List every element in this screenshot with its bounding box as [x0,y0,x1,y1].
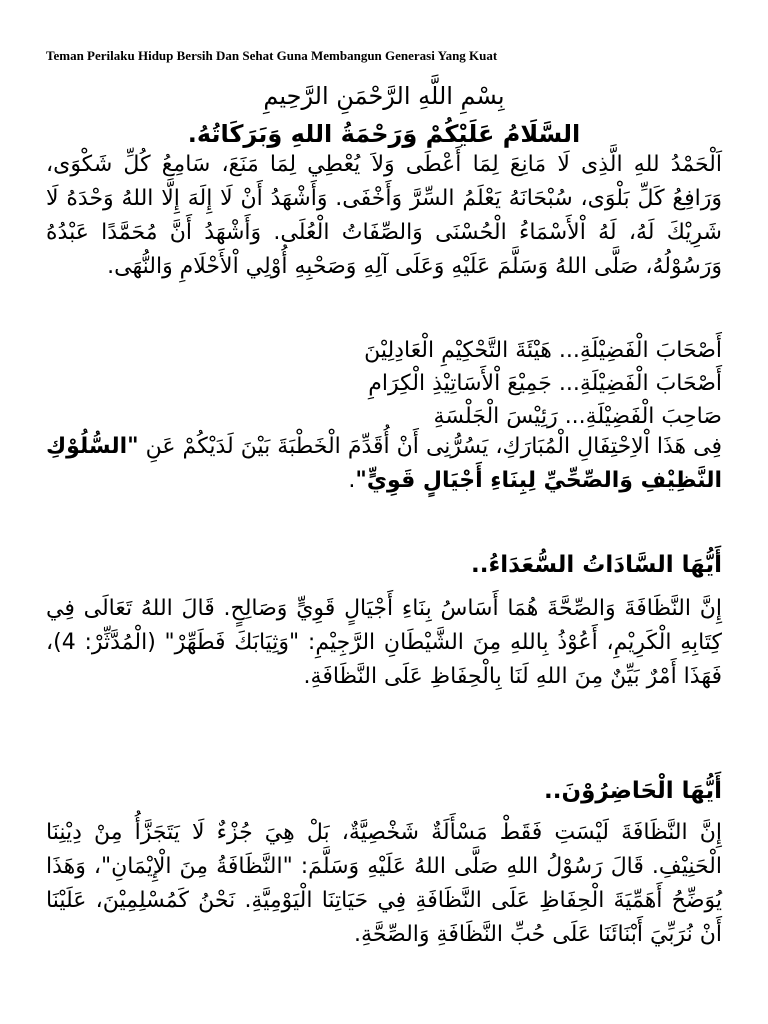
intro-text: فِى هَذَا اْلاِحْتِفَالِ الْمُبَارَكِ، يَسُرُّنِى أَنْ أُقَدِّمَ الْخَطْبَةَ بَيْنَ لَدَيْكُمْ عَنِ [145,434,723,459]
section-paragraph-1: إِنَّ النَّظَافَةَ وَالصِّحَّةَ هُمَا أَسَاسُ بِنَاءِ أَجْيَالٍ قَوِيٍّ وَصَالِحٍ. قَالَ اللهُ تَعَالَى فِي كِتَابِهِ الْكَرِيْمِ، أَعُوْذُ بِاللهِ مِنَ الشَّيْطَانِ الرَّجِيْمِ: "وَثِيَابَكَ فَطَهِّرْ" (الْمُدَّثِّرْ: 4)، فَهَذَا أَمْرٌ بَيِّنٌ مِنَ اللهِ لَنَا بِالْحِفَاظِ عَلَى النَّظَافَةِ. [46,596,722,689]
praise-paragraph: اَلْحَمْدُ للهِ الَّذِى لَا مَانِعَ لِمَا أَعْطَى وَلاَ يُعْطِي لِمَا مَنَعَ، سَامِعُ كُلِّ شَكْوَى، وَرَافِعُ كَلِّ بَلْوَى، سُبْحَانَهُ يَعْلَمُ السِّرَّ وَأَخْفَى. وَأَشْهَدُ أَنْ لَا إِلَهَ إِلَّا اللهُ وَحْدَهُ لَا شَرِيْكَ لَهُ، لَهُ اْلأَسْمَاءُ الْحُسْنَى وَالصِّفَاتُ الْعُلَى. وَأَشْهَدُ أَنَّ مُحَمَّدًا عَبْدُهُ وَرَسُوْلُهُ، صَلَّى اللهُ وَسَلَّمَ عَلَيْهِ وَعَلَى آلِهِ وَصَحْبِهِ أُوْلِي اْلأَحْلَامِ وَالنُّهَى. [46,152,722,279]
salam-greeting: السَّلَامُ عَلَيْكُمْ وَرَحْمَةُ اللهِ وَبَرَكَاتُهُ. [187,120,581,148]
section-heading-1: أَيُّهَا السَّادَاتُ السُّعَدَاءُ.. [470,552,722,578]
title-line-teachers: أَصْحَابَ الْفَضِيْلَةِ... جَمِيْعَ اْلأَسَاتِيْذِ الْكِرَامِ [368,371,722,396]
intro-paragraph [46,430,722,498]
section-heading-2: أَيُّهَا الْحَاضِرُوْنَ.. [543,778,722,804]
intro-end: . [348,468,356,493]
title-line-chair: صَاحِبَ الْفَضِيْلَةِ... رَئِيْسَ الْجَلْسَةِ [433,404,722,429]
document-header: Teman Perilaku Hidup Bersih Dan Sehat Guna Membangun Generasi Yang Kuat [46,48,498,63]
basmala: بِسْمِ اللَّهِ الرَّحْمَنِ الرَّحِيمِ [263,82,505,110]
speech-topic: "السُّلُوْكِ النَّظِيْفِ وَالصِّحِّيِّ لِبِنَاءِ أَجْيَالٍ قَوِيٍّ" [46,434,722,493]
section-paragraph-2: إِنَّ النَّظَافَةَ لَيْسَتِ فَقَطْ مَسْأَلَةٌ شَخْصِيَّةٌ، بَلْ هِيَ جُزْءٌ لَا يَتَجَزَّأُ مِنْ دِيْنِنَا الْحَنِيْفِ. قَالَ رَسُوْلُ اللهِ صَلَّى اللهُ عَلَيْهِ وَسَلَّمَ: "النَّظَافَةُ مِنَ الْإِيْمَانِ"، وَهَذَا يُوَضِّحُ أَهَمِّيَةَ الْحِفَاظِ عَلَى النَّظَافَةِ فِي حَيَاتِنَا الْيَوْمِيَّةِ. نَحْنُ كَمُسْلِمِيْنَ، عَلَيْنَا أَنْ نُرَبِّيَ أَبْنَائَنَا عَلَى حُبِّ النَّظَافَةِ وَالصِّحَّةِ. [46,820,722,947]
audience-titles [46,334,722,433]
title-line-judges: أَصْحَابَ الْفَضِيْلَةِ... هَيْئَةَ التَّحْكِيْمِ الْعَادِلِيْنَ [364,338,722,363]
